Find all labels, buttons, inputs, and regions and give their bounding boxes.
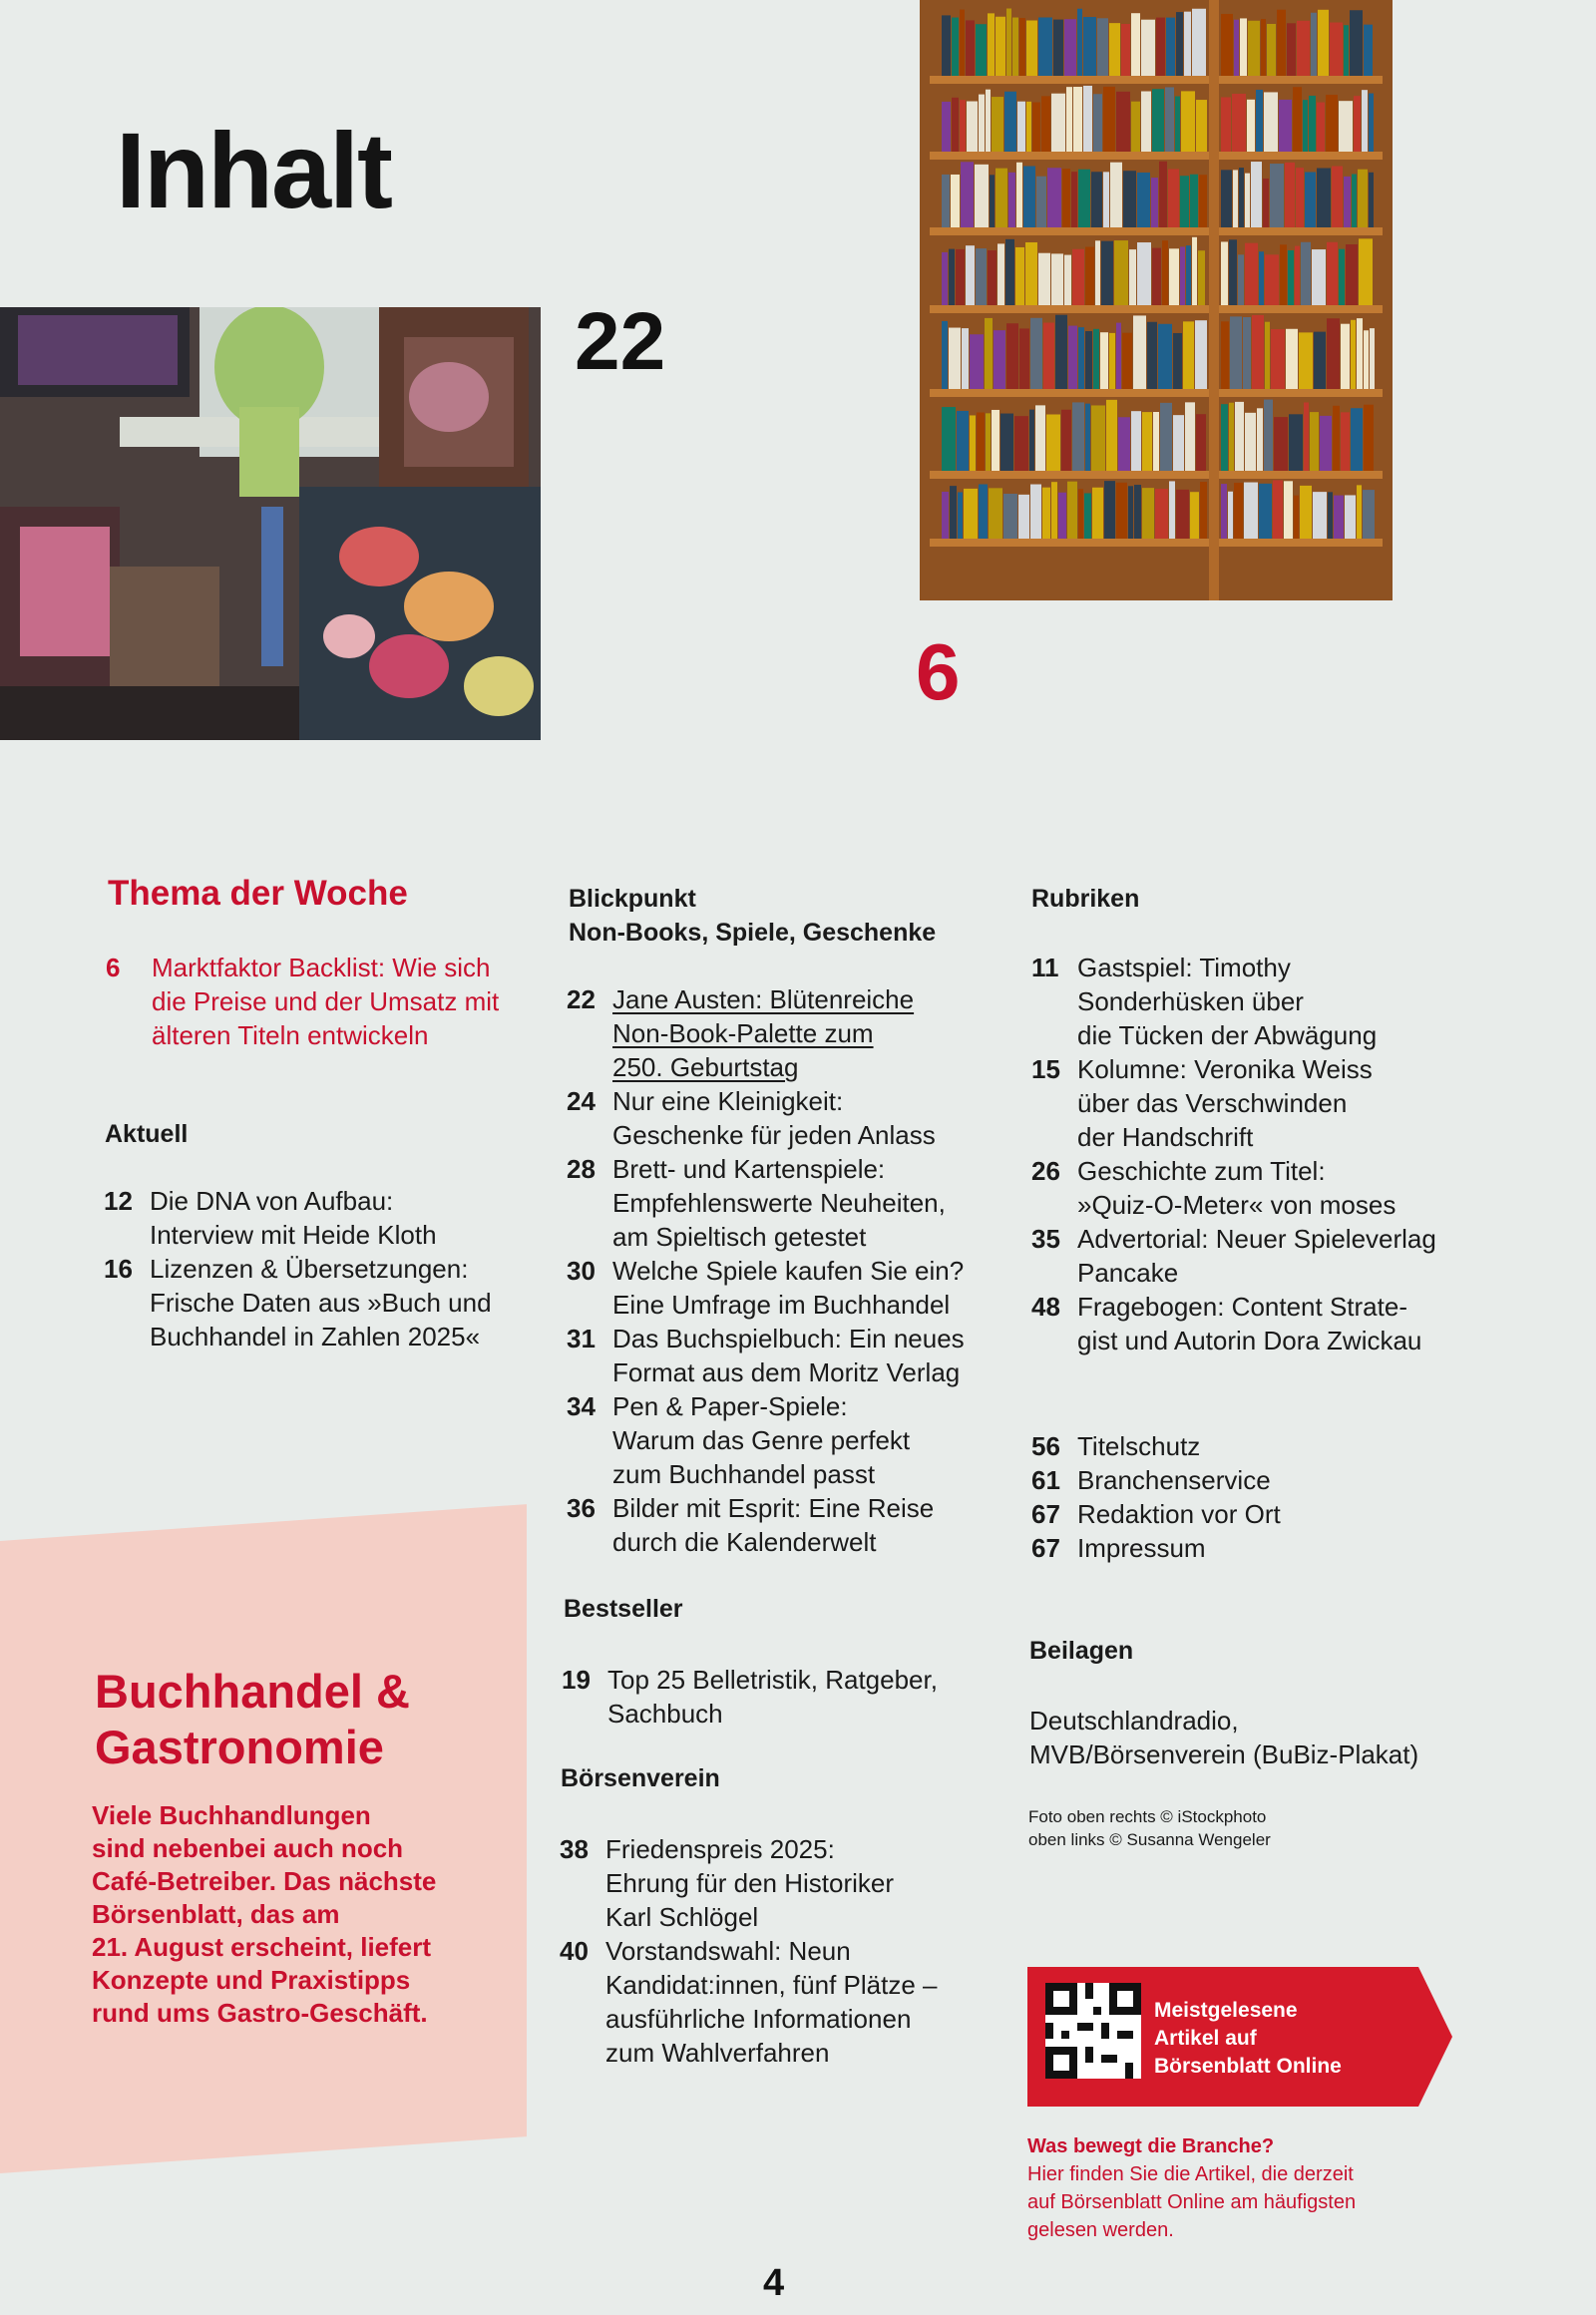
- toc-entry[interactable]: [567, 1491, 1025, 1559]
- toc-page-number: 28: [567, 1154, 596, 1184]
- toc-entry[interactable]: [567, 1152, 1025, 1254]
- toc-line: durch die Kalenderwelt: [612, 1527, 877, 1557]
- promo-text-line: Viele Buchhandlungen: [92, 1800, 371, 1830]
- toc-page-number: 11: [1031, 953, 1059, 982]
- toc-entry[interactable]: [567, 1084, 1025, 1152]
- section-heading-blickpunkt: [569, 882, 936, 950]
- toc-page-number: 19: [562, 1665, 591, 1695]
- online-text-line: gelesen werden.: [1027, 2219, 1174, 2241]
- toc-page-number: 22: [567, 984, 596, 1014]
- toc-line: Pancake: [1077, 1258, 1179, 1288]
- online-text-line: auf Börsenblatt Online am häufigsten: [1027, 2191, 1357, 2213]
- toc-entry[interactable]: [567, 1254, 1025, 1322]
- toc-page-number: 38: [560, 1834, 589, 1864]
- beilagen-text: [1029, 1704, 1508, 1771]
- toc-line: gist und Autorin Dora Zwickau: [1077, 1326, 1422, 1355]
- toc-line: Marktfaktor Backlist: Wie sich: [152, 953, 491, 982]
- toc-entry[interactable]: [560, 1934, 1018, 2070]
- toc-line: Empfehlenswerte Neuheiten,: [612, 1188, 946, 1218]
- credit-line: oben links © Susanna Wengeler: [1028, 1830, 1271, 1849]
- photo-bookshelf: [920, 0, 1393, 600]
- toc-line: Geschichte zum Titel:: [1077, 1156, 1326, 1186]
- toc-line: Pen & Paper-Spiele:: [612, 1391, 848, 1421]
- toc-line: »Quiz-O-Meter« von moses: [1077, 1190, 1396, 1220]
- toc-page-number: 6: [106, 953, 121, 982]
- toc-line: Geschenke für jeden Anlass: [612, 1120, 936, 1150]
- toc-page-number: 24: [567, 1086, 596, 1116]
- toc-page-number: 26: [1031, 1156, 1060, 1186]
- toc-page-number: 67: [1031, 1533, 1060, 1563]
- toc-entry[interactable]: [567, 1322, 1025, 1389]
- toc-entry[interactable]: [567, 1389, 1025, 1491]
- toc-line: ausführliche Informationen: [605, 2004, 912, 2034]
- toc-page-number: 48: [1031, 1292, 1060, 1322]
- toc-line: Brett- und Kartenspiele:: [612, 1154, 886, 1184]
- toc-entry[interactable]: [1031, 1429, 1500, 1463]
- toc-page-number: 31: [567, 1324, 596, 1353]
- online-description: [1027, 2160, 1426, 2244]
- toc-line: Eine Umfrage im Buchhandel: [612, 1290, 951, 1320]
- toc-line: die Tücken der Abwägung: [1077, 1020, 1378, 1050]
- toc-line: Nur eine Kleinigkeit:: [612, 1086, 844, 1116]
- promo-title: [95, 1664, 410, 1775]
- toc-line: Lizenzen & Übersetzungen:: [150, 1254, 469, 1284]
- toc-entry[interactable]: [562, 1663, 1020, 1731]
- toc-line: 250. Geburtstag: [612, 1052, 799, 1082]
- toc-page-number: 56: [1031, 1431, 1060, 1461]
- online-question: Was bewegt die Branche?: [1027, 2135, 1275, 2157]
- toc-page-number: 36: [567, 1493, 596, 1523]
- photo-credits: [1028, 1805, 1271, 1851]
- toc-entry[interactable]: [1031, 1222, 1500, 1290]
- promo-text: [92, 1799, 501, 2030]
- toc-entry[interactable]: [1031, 1290, 1500, 1357]
- promo-title-line: Buchhandel &: [95, 1665, 410, 1718]
- photo-non-book-display: [0, 307, 541, 740]
- toc-line: Advertorial: Neuer Spieleverlag: [1077, 1224, 1436, 1254]
- photo-page-marker-6: 6: [916, 627, 961, 716]
- toc-line: Bilder mit Esprit: Eine Reise: [612, 1493, 935, 1523]
- toc-line: älteren Titeln entwickeln: [152, 1020, 429, 1050]
- toc-entry[interactable]: [1031, 1463, 1500, 1497]
- toc-entry[interactable]: [1031, 1052, 1500, 1154]
- promo-text-line: sind nebenbei auch noch: [92, 1833, 404, 1863]
- heading-line: Blickpunkt: [569, 885, 696, 913]
- toc-entry[interactable]: [1031, 1497, 1500, 1531]
- toc-list-bestseller: [562, 1663, 1020, 1731]
- toc-line: Frische Daten aus »Buch und: [150, 1288, 492, 1318]
- toc-entry[interactable]: [1031, 951, 1500, 1052]
- toc-line: Friedenspreis 2025:: [605, 1834, 835, 1864]
- toc-page-number: 67: [1031, 1499, 1060, 1529]
- toc-entry[interactable]: [567, 982, 1025, 1084]
- toc-page-number: 16: [104, 1254, 133, 1284]
- section-heading-thema: Thema der Woche: [108, 874, 408, 913]
- toc-line: Sachbuch: [607, 1699, 723, 1729]
- section-heading-beilagen: Beilagen: [1029, 1637, 1134, 1665]
- toc-line: zum Wahlverfahren: [605, 2038, 830, 2068]
- promo-text-line: 21. August erscheint, liefert: [92, 1932, 432, 1962]
- promo-text-line: Konzepte und Praxistipps: [92, 1965, 411, 1995]
- toc-line: Sonderhüsken über: [1077, 986, 1304, 1016]
- toc-list-rubriken: [1031, 951, 1500, 1357]
- toc-line: Karl Schlögel: [605, 1902, 759, 1932]
- toc-list-thema: [106, 951, 525, 1052]
- banner-line: Artikel auf: [1154, 2027, 1257, 2050]
- toc-entry[interactable]: [560, 1832, 1018, 1934]
- toc-list-boersenverein: [560, 1832, 1018, 2070]
- toc-page-number: 15: [1031, 1054, 1060, 1084]
- toc-line: Top 25 Belletristik, Ratgeber,: [607, 1665, 938, 1695]
- toc-page-number: 34: [567, 1391, 596, 1421]
- toc-list-aktuell: [104, 1184, 543, 1353]
- beilagen-line: Deutschlandradio,: [1029, 1706, 1239, 1736]
- section-heading-aktuell: Aktuell: [105, 1120, 189, 1148]
- section-heading-boersenverein: Börsenverein: [561, 1764, 720, 1792]
- toc-entry[interactable]: [1031, 1154, 1500, 1222]
- toc-page-number: 30: [567, 1256, 596, 1286]
- promo-text-line: Café-Betreiber. Das nächste: [92, 1866, 437, 1896]
- toc-line: Kandidat:innen, fünf Plätze –: [605, 1970, 938, 2000]
- toc-line: Fragebogen: Content Strate-: [1077, 1292, 1407, 1322]
- promo-text-line: rund ums Gastro-Geschäft.: [92, 1998, 428, 2028]
- page-title: Inhalt: [116, 110, 391, 230]
- photo-page-marker-22: 22: [575, 296, 666, 387]
- online-banner-label[interactable]: [1154, 1997, 1342, 2081]
- toc-line: Buchhandel in Zahlen 2025«: [150, 1322, 481, 1351]
- toc-page-number: 61: [1031, 1465, 1060, 1495]
- qr-code-icon[interactable]: [1045, 1983, 1141, 2079]
- section-heading-bestseller: Bestseller: [564, 1595, 683, 1623]
- banner-line: Börsenblatt Online: [1154, 2055, 1342, 2078]
- toc-entry[interactable]: [104, 1252, 543, 1353]
- toc-line: am Spieltisch getestet: [612, 1222, 867, 1252]
- toc-line: Kolumne: Veronika Weiss: [1077, 1054, 1373, 1084]
- toc-line: Format aus dem Moritz Verlag: [612, 1357, 961, 1387]
- toc-line: Interview mit Heide Kloth: [150, 1220, 437, 1250]
- toc-line: der Handschrift: [1077, 1122, 1254, 1152]
- page-number: 4: [763, 2262, 785, 2304]
- toc-line: Redaktion vor Ort: [1077, 1499, 1281, 1529]
- toc-list-blickpunkt: [567, 982, 1025, 1559]
- promo-text-line: Börsenblatt, das am: [92, 1899, 340, 1929]
- toc-line: Impressum: [1077, 1533, 1206, 1563]
- toc-page-number: 12: [104, 1186, 133, 1216]
- toc-line: Jane Austen: Blütenreiche: [612, 984, 915, 1014]
- toc-entry[interactable]: [106, 951, 525, 1052]
- toc-line: zum Buchhandel passt: [612, 1459, 876, 1489]
- toc-line: Titelschutz: [1077, 1431, 1201, 1461]
- beilagen-line: MVB/Börsenverein (BuBiz-Plakat): [1029, 1739, 1419, 1769]
- toc-line: Die DNA von Aufbau:: [150, 1186, 394, 1216]
- toc-line: Vorstandswahl: Neun: [605, 1936, 851, 1966]
- toc-page-number: 35: [1031, 1224, 1060, 1254]
- toc-line: Non-Book-Palette zum: [612, 1018, 874, 1048]
- toc-page-number: 40: [560, 1936, 589, 1966]
- toc-line: Gastspiel: Timothy: [1077, 953, 1291, 982]
- toc-line: Branchenservice: [1077, 1465, 1271, 1495]
- toc-line: Ehrung für den Historiker: [605, 1868, 895, 1898]
- online-text-line: Hier finden Sie die Artikel, die derzeit: [1027, 2163, 1354, 2185]
- banner-line: Meistgelesene: [1154, 1999, 1298, 2022]
- toc-line: Das Buchspielbuch: Ein neues: [612, 1324, 965, 1353]
- toc-entry[interactable]: [104, 1184, 543, 1252]
- toc-entry[interactable]: [1031, 1531, 1500, 1565]
- promo-title-line: Gastronomie: [95, 1721, 384, 1773]
- toc-line: Warum das Genre perfekt: [612, 1425, 911, 1455]
- toc-line: Welche Spiele kaufen Sie ein?: [612, 1256, 965, 1286]
- credit-line: Foto oben rechts © iStockphoto: [1028, 1807, 1267, 1826]
- heading-line: Non-Books, Spiele, Geschenke: [569, 919, 937, 947]
- toc-line: die Preise und der Umsatz mit: [152, 986, 500, 1016]
- toc-line: über das Verschwinden: [1077, 1088, 1348, 1118]
- section-heading-rubriken: Rubriken: [1031, 885, 1140, 913]
- toc-list-rubriken-more: [1031, 1429, 1500, 1565]
